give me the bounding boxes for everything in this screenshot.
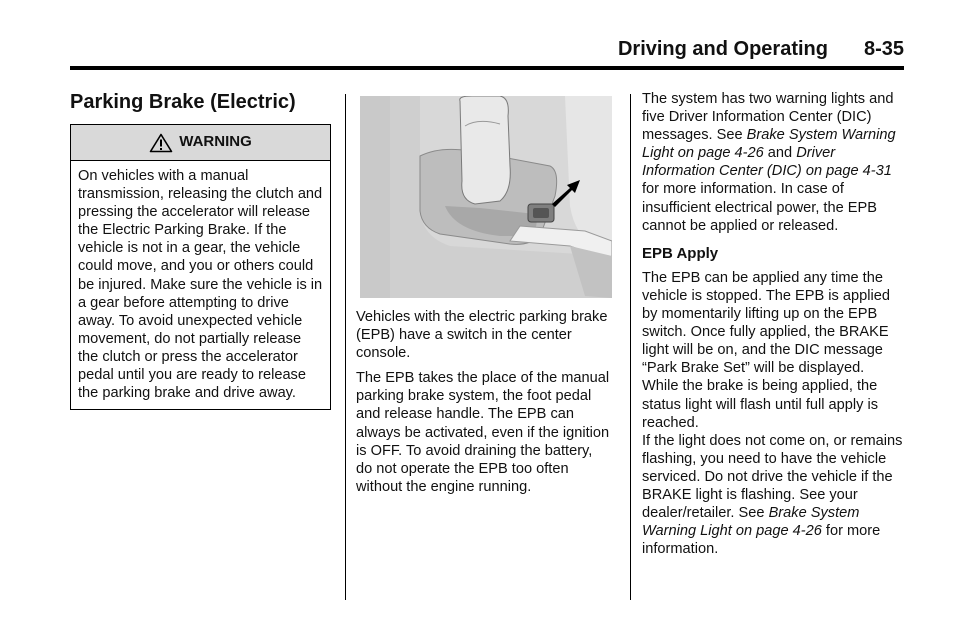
warning-triangle-icon — [149, 133, 173, 153]
dic-reference[interactable]: Driver Information Center (DIC) on page 4-31 — [642, 145, 892, 180]
warning-box — [70, 124, 331, 410]
header-page-number: 8-35 — [863, 38, 904, 60]
brake-warning-light-reference-2[interactable]: Brake System Warning Light on page 4-26 — [642, 505, 860, 540]
header-section-title: Driving and Operating — [617, 38, 828, 60]
column-1 — [70, 90, 332, 410]
warning-text: On vehicles with a manual transmission, releasing the clutch and pressing the accelerator will release the Electric Parking Brake. If the vehicle is not in a gear, the vehicle could move, and you or others could be injured. Make sure the vehicle is in a gear before attempting to drive away. To avoid unexpected vehicle movement, do not partially release the clutch or press the accelerator pedal until you are ready to release the parking brake and drive away. — [78, 168, 323, 402]
paragraph-epb-apply: The EPB can be applied any time the vehicle is stopped. The EPB is applied by momentarily lifting up on the EPB switch. Once fully applied, the BRAKE light will be on, and the DIC message “Park Brake Set” will be displayed. While the brake is being applied, the status light will flash until full apply is reached. — [642, 269, 890, 431]
paragraph-epb-description: The EPB takes the place of the manual parking brake system, the foot pedal and release handle. The EPB can always be activated, even if the ignition is OFF. To avoid draining the battery, do not operate the EPB too often without the engine running. — [356, 370, 610, 495]
paragraph-warning-lights: The system has two warning lights and five Driver Information Center (DIC) messages. See Brake System Warning Light on page 4-26 and Driver Information Center (DIC) on page 4-31 for more information. In case of insufficient electrical power, the EPB cannot be applied or released. — [642, 91, 896, 234]
column-divider-2 — [630, 94, 631, 600]
center-console-drawing — [360, 96, 612, 298]
paragraph-epb-intro: Vehicles with the electric parking brake (EPB) have a switch in the center console. — [356, 309, 608, 362]
center-console-illustration — [360, 96, 612, 298]
column-3 — [642, 90, 904, 565]
section-title: Parking Brake (Electric) — [70, 91, 296, 113]
warning-header — [71, 125, 330, 161]
column-2 — [356, 96, 612, 503]
page-header — [70, 38, 904, 70]
column-divider-1 — [345, 94, 346, 600]
brake-warning-light-reference[interactable]: Brake System Warning Light on page 4-26 — [642, 127, 896, 162]
subheading-epb-apply: EPB Apply — [642, 244, 719, 262]
paragraph-light-not-on: If the light does not come on, or remains flashing, you need to have the vehicle serviced. Do not drive the vehicle if the BRAKE light is flashing. See your dealer/retailer. See Brake System Warning Light on page 4-26 for more information. — [642, 432, 903, 558]
warning-label: WARNING — [179, 133, 252, 151]
